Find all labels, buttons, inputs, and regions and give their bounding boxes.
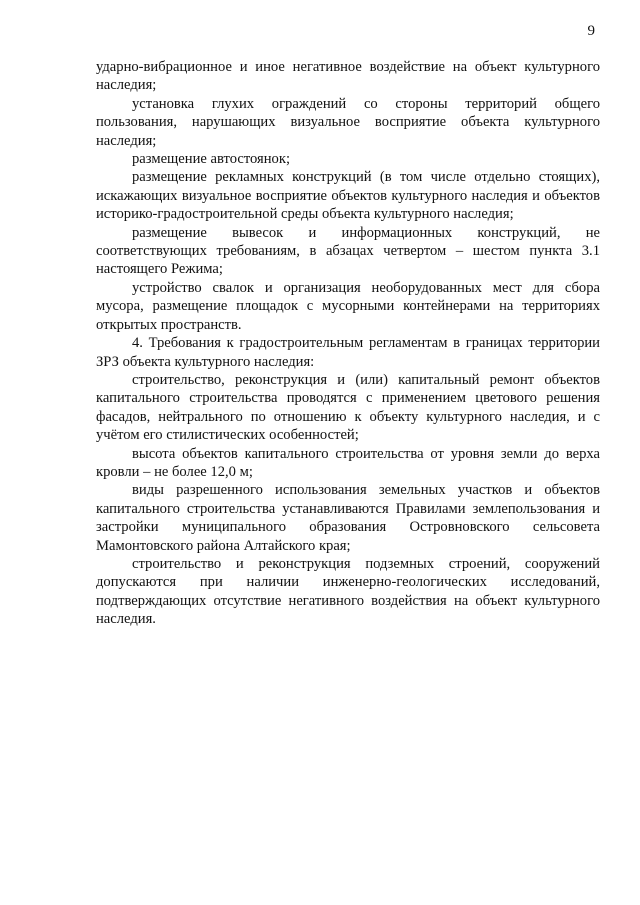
paragraph-3: размещение автостоянок;	[132, 151, 291, 168]
paragraph-4: размещение рекламных конструкций (в том числе отдельно стоящих), искажающих визуальное восприятие объектов культурного наследия и объектов историко-градостроительной среды объекта культурного наследия;	[96, 169, 600, 223]
document-body	[96, 58, 600, 629]
section-4-heading: 4. Требования к градостроительным регламентам в границах территории ЗРЗ объекта культурного наследия:	[96, 335, 600, 370]
paragraph-9: высота объектов капитального строительства от уровня земли до верха кровли – не более 12,0 м;	[96, 445, 600, 480]
paragraph-1: ударно-вибрационное и иное негативное воздействие на объект культурного наследия;	[96, 59, 600, 94]
paragraph-5: размещение вывесок и информационных конструкций, не соответствующих требованиям, в абзацах четвертом – шестом пункта 3.1 настоящего Режима;	[96, 224, 600, 278]
paragraph-6: устройство свалок и организация необорудованных мест для сбора мусора, размещение площадок с мусорными контейнерами на территориях открытых пространств.	[96, 279, 600, 333]
paragraph-2: установка глухих ограждений со стороны территорий общего пользования, нарушающих визуальное восприятие объекта культурного наследия;	[96, 95, 600, 149]
paragraph-11: строительство и реконструкция подземных строений, сооружений допускаются при наличии инженерно-геологических исследований, подтверждающих отсутствие негативного воздействия на объект культурного наследия.	[96, 555, 600, 628]
paragraph-10: виды разрешенного использования земельных участков и объектов капитального строительства устанавливаются Правилами землепользования и застройки муниципального образования Островновского сельсовета Мамонтовского района Алтайского края;	[96, 482, 600, 554]
page-number: 9	[587, 23, 595, 39]
paragraph-8: строительство, реконструкция и (или) капитальный ремонт объектов капитального строительства проводятся с применением цветового решения фасадов, нейтрального по отношению к объекту культурного наследия, и с учётом его стилистических особенностей;	[96, 371, 600, 444]
